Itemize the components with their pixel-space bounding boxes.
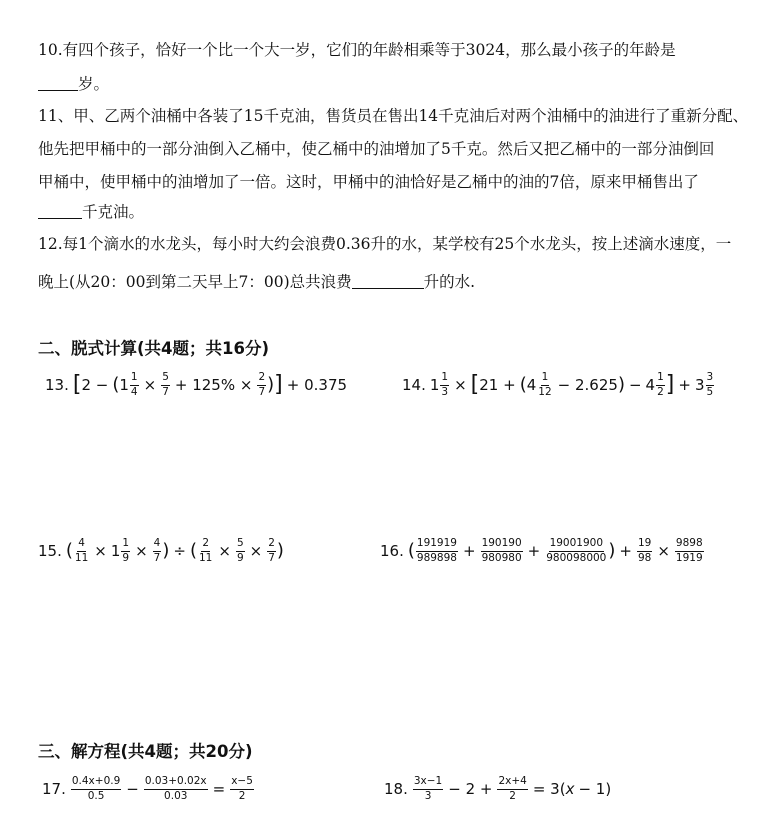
problem-12-text: 晚上(从20：00到第二天早上7：00)总共浪费 [38, 273, 352, 291]
operator: + [678, 376, 691, 395]
bracket: [ [470, 372, 480, 398]
fraction: $\frac{9898}{1919}$ [675, 537, 703, 564]
problem-11-line-4 [38, 200, 144, 222]
paren: ( [189, 540, 197, 562]
fraction: $\frac{4}{7}$ [153, 537, 161, 564]
term: − 2.625 [557, 376, 618, 395]
operator: − [628, 376, 642, 395]
equation-13 [45, 372, 347, 398]
fraction: $\frac{191919}{989898}$ [416, 537, 457, 564]
fraction: $\frac{0.4x+0.9}{0.5}$ [71, 775, 121, 802]
paren: ( [519, 374, 527, 396]
operator: × [143, 376, 157, 395]
operator: × [249, 542, 263, 561]
mixed-number: 1 $\frac{1}{4}$ [119, 371, 138, 398]
paren: ) [608, 540, 616, 562]
term: − 2 + [448, 780, 493, 799]
problem-12-unit: 升的水. [423, 273, 476, 291]
equation-number: 17. [42, 780, 66, 799]
paren: ( [112, 374, 120, 396]
paren: ) [276, 540, 284, 562]
fraction: $\frac{2}{7}$ [268, 537, 275, 564]
problem-11-unit: 千克油。 [82, 203, 145, 221]
fraction: $\frac{x-5}{2}$ [231, 775, 253, 802]
equation-number: 14. [402, 376, 426, 395]
fraction: $\frac{4}{11}$ [74, 537, 89, 564]
problem-10-line-1: 10.有四个孩子，恰好一个比一个大一岁，它们的年龄相乘等于3024，那么最小孩子的年龄是 [38, 41, 676, 59]
answer-blank[interactable] [38, 203, 82, 220]
term: + 0.375 [286, 376, 348, 395]
answer-blank[interactable] [38, 75, 78, 92]
variable: x [565, 780, 575, 799]
operator: + [619, 542, 632, 561]
problem-12-line-1: 12.每1个滴水的水龙头，每小时大约会浪费0.36升的水，某学校有25个水龙头，按上述滴水速度，一 [38, 235, 732, 253]
fraction: $\frac{3x-1}{3}$ [413, 775, 443, 802]
problem-11-line-3: 甲桶中，使甲桶中的油增加了一倍。这时，甲桶中的油恰好是乙桶中的油的7倍，原来甲桶售出了 [38, 173, 699, 191]
fraction: $\frac{19}{98}$ [637, 537, 652, 564]
term: = 3( [532, 780, 566, 799]
mixed-number: 4 $\frac{1}{2}$ [645, 371, 664, 398]
equation-number: 16. [380, 542, 404, 561]
fraction: $\frac{5}{7}$ [162, 371, 169, 398]
problem-10-line-2 [38, 72, 109, 94]
fraction: $\frac{190190}{980980}$ [481, 537, 522, 564]
operator: × [94, 542, 107, 561]
term: 21 + [479, 376, 516, 395]
fraction: $\frac{5}{9}$ [236, 537, 244, 564]
operator: × [135, 542, 148, 561]
problem-11-line-2: 他先把甲桶中的一部分油倒入乙桶中，使乙桶中的油增加了5千克。然后又把乙桶中的一部分油倒回 [38, 140, 715, 158]
problem-12-line-2 [38, 270, 475, 292]
term: 2 − [81, 376, 109, 395]
equation-number: 15. [38, 542, 62, 561]
fraction: $\frac{19001900}{980098000}$ [546, 537, 607, 564]
paren: ( [65, 540, 73, 562]
bracket: ] [665, 372, 675, 398]
fraction: $\frac{0.03+0.02x}{0.03}$ [144, 775, 207, 802]
paren: ) [267, 374, 275, 396]
equation-16 [380, 538, 705, 564]
answer-blank[interactable] [352, 273, 424, 290]
problem-10-unit: 岁。 [78, 75, 110, 93]
operator: − [126, 780, 139, 799]
operator: × [218, 542, 231, 561]
paren: ) [162, 540, 170, 562]
mixed-number: 1 $\frac{1}{3}$ [429, 371, 449, 398]
operator: × [454, 376, 467, 395]
operator: + [527, 542, 541, 561]
bracket: [ [72, 372, 82, 398]
term: − 1) [578, 780, 612, 799]
paren: ) [617, 374, 625, 396]
equation-18 [384, 776, 611, 802]
equation-14 [402, 372, 715, 398]
term: + 125% × [174, 376, 253, 395]
bracket: ] [274, 372, 283, 398]
fraction: $\frac{2}{7}$ [258, 371, 266, 398]
operator: × [657, 542, 670, 561]
fraction: $\frac{2}{11}$ [198, 537, 213, 564]
equation-number: 13. [45, 376, 69, 395]
equation-number: 18. [384, 780, 408, 799]
mixed-number: 3 $\frac{3}{5}$ [694, 371, 714, 398]
problem-11-line-1: 11、甲、乙两个油桶中各装了15千克油，售货员在售出14千克油后对两个油桶中的油进行了重新分配、 [38, 107, 749, 125]
mixed-number: 4 $\frac{1}{12}$ [526, 371, 552, 398]
paren: ( [407, 540, 415, 562]
operator: + [462, 542, 476, 561]
operator: ÷ [173, 542, 186, 561]
section-title-calculation: 二、脱式计算(共4题；共16分) [38, 339, 270, 358]
section-title-equations: 三、解方程(共4题；共20分) [38, 742, 253, 761]
operator: = [212, 780, 226, 799]
equation-15 [38, 538, 284, 564]
fraction: $\frac{2x+4}{2}$ [498, 775, 527, 802]
equation-17 [42, 776, 255, 802]
mixed-number: 1 $\frac{1}{9}$ [110, 537, 130, 564]
